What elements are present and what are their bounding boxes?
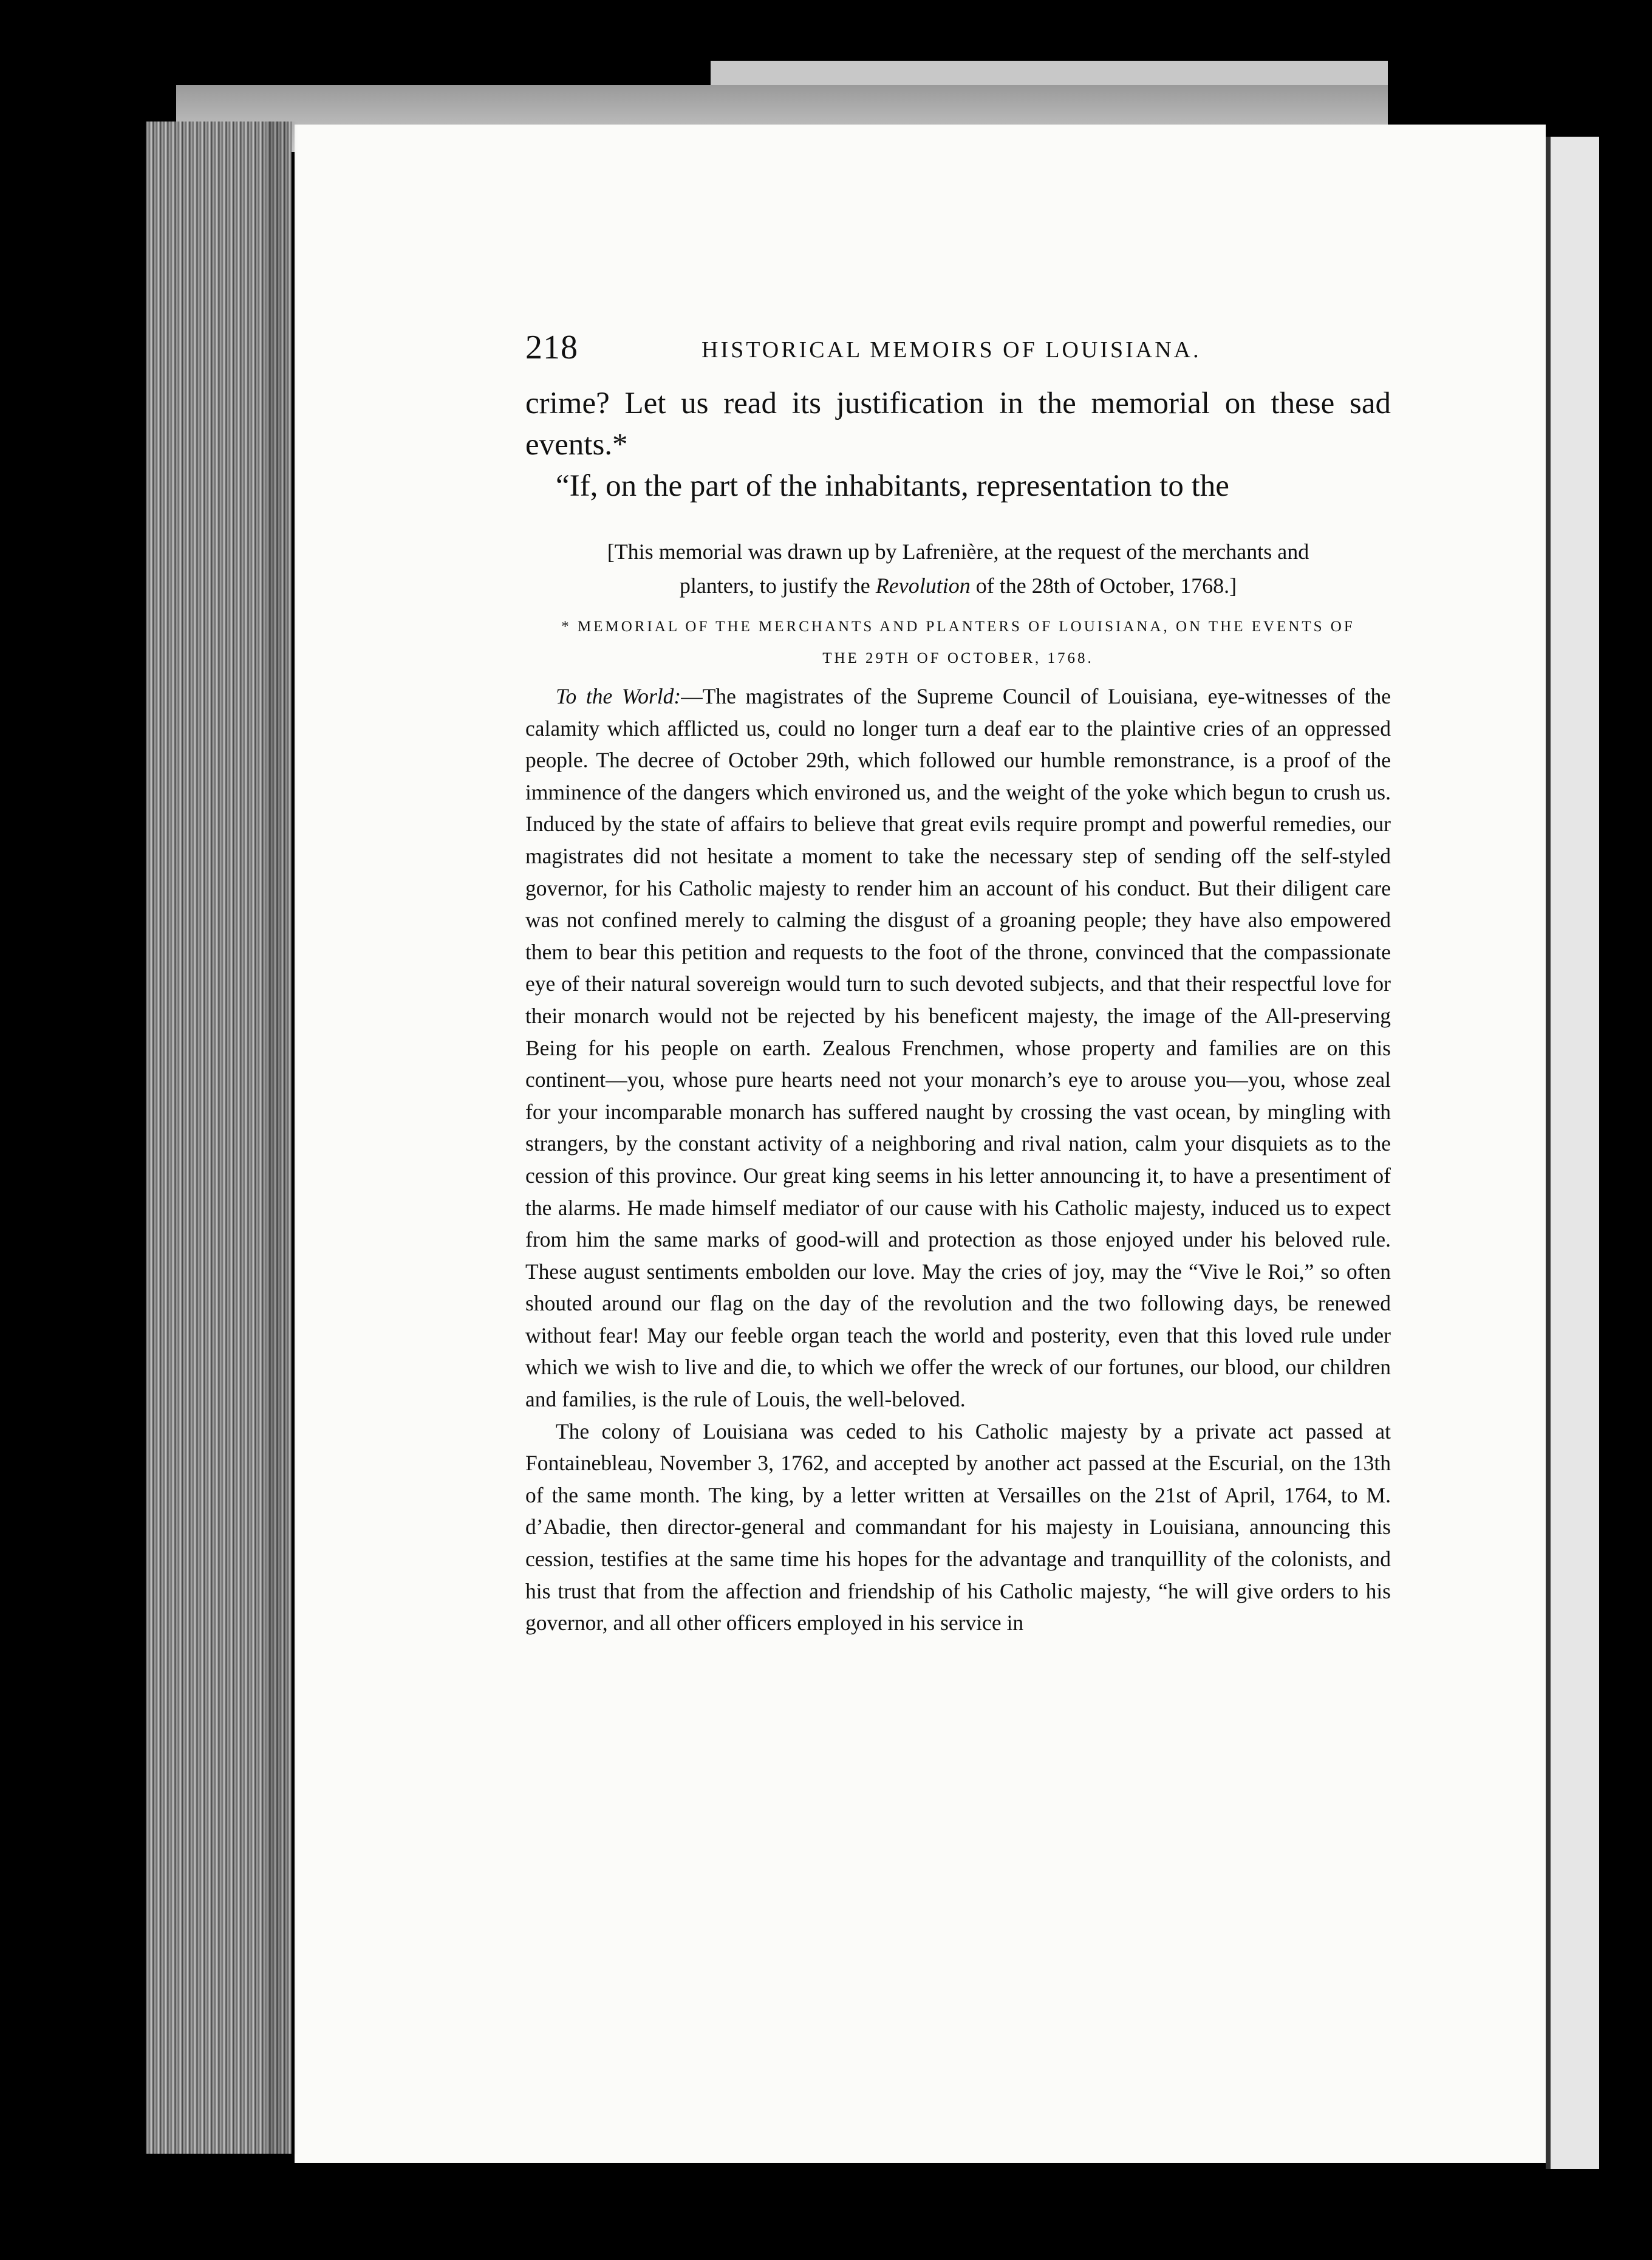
memorial-salutation: To the World: xyxy=(556,684,681,708)
editorial-note xyxy=(525,535,1391,603)
editorial-note-line: planters, to justify the xyxy=(679,574,876,598)
page-gutter-shadow xyxy=(267,122,298,2154)
memorial-title-line: * MEMORIAL OF THE MERCHANTS AND PLANTERS OF LOUISIANA, ON THE EVENTS OF xyxy=(561,618,1355,635)
memorial-paragraph xyxy=(525,680,1391,1416)
editorial-note-line: [This memorial was drawn up by Lafrenière, at the request of the merchants and xyxy=(607,539,1309,564)
body-paragraph: “If, on the part of the inhabitants, representation to the xyxy=(556,469,1229,503)
running-head xyxy=(525,328,1391,383)
facing-page-edge xyxy=(1546,137,1599,2169)
running-head-title: HISTORICAL MEMOIRS OF LOUISIANA. xyxy=(701,337,1201,363)
page-number: 218 xyxy=(525,329,578,366)
memorial-title-line: THE 29TH OF OCTOBER, 1768. xyxy=(822,650,1094,666)
body-paragraph: crime? Let us read its justification in the memorial on these sad events.* xyxy=(525,386,1391,462)
memorial-paragraph: The colony of Louisiana was ceded to his Catholic majesty by a private act passed at Fontainebleau, November 3, 1762, and accepted by another act passed at the Escurial, on the 13th of the same month. The king, by a letter written at Versailles on the 21st of April, 1764, to M. d’Abadie, then director-general and commandant for his majesty in Louisiana, announcing this cession, testifies at the same time his hopes for the advantage and tranquillity of the colonists, and his trust that from the affection and friendship of his Catholic majesty, “he will give orders to his governor, and all other officers employed in his service in xyxy=(525,1419,1391,1635)
memorial-title xyxy=(525,611,1391,674)
editorial-note-line: of the 28th of October, 1768.] xyxy=(970,574,1237,598)
editorial-note-italic: Revolution xyxy=(875,574,971,598)
memorial-paragraph-text: —The magistrates of the Supreme Council of Louisiana, eye-witnesses of the calamity which afflicted us, could no longer turn a deaf ear to the plaintive cries of an oppressed people. The decree of October 29th, which followed our humble remonstrance, is a proof of the imminence of the dangers which environed us, and the weight of the yoke which begun to crush us. Induced by the state of affairs to believe that great evils require prompt and powerful remedies, our magistrates did not hesitate a moment to take the necessary step of sending off the self-styled governor, for his Catholic majesty to render him an account of his conduct. But their diligent care was not confined merely to calming the disgust of a groaning people; they have also empowered them to bear this petition and requests to the foot of the throne, convinced that the compassionate eye of their natural sovereign would turn to such devoted subjects, and that their respectful love for their monarch would not be rejected by his beneficent majesty, the image of the All-preserving Being for his people on earth. Zealous Frenchmen, whose property and families are on this continent—you, whose pure hearts need not your monarch’s eye to arouse you—you, whose zeal for your incomparable monarch has suffered naught by crossing the vast ocean, by mingling with strangers, by the constant activity of a neighboring and rival nation, calm your disquiets as to the cession of this province. Our great king seems in his letter announcing it, to have a presentiment of the alarms. He made himself mediator of our cause with his Catholic majesty, induced us to expect from him the same marks of good-will and protection as those enjoyed under his beloved rule. These august sentiments embolden our love. May the cries of joy, may the “Vive le Roi,” so often shouted around our flag on the day of the revolution and the two following days, be renewed without fear! May our feeble organ teach the world and posterity, even that this loved rule under which we wish to live and die, to which we offer the wreck of our fortunes, our blood, our children and families, is the rule of Louis, the well-beloved. xyxy=(525,684,1391,1412)
page-content xyxy=(525,328,1391,1639)
book-page xyxy=(295,125,1546,2163)
